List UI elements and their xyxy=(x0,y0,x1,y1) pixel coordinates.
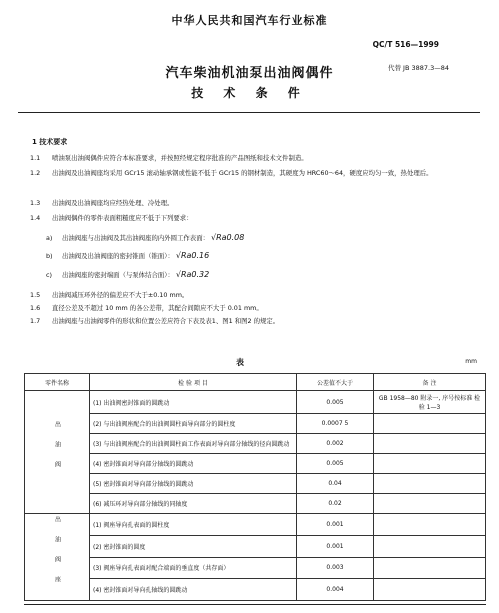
part-name-cell: 出油阀 xyxy=(25,391,90,514)
requirement-text: 喷油泵出油阀偶件应符合本标准要求，并按照经规定程序批准的产品图纸和技术文件制造。 xyxy=(52,154,308,162)
document-title: 汽车柴油机油泵出油阀偶件 xyxy=(165,66,334,81)
table-title: 表 xyxy=(236,358,252,367)
tolerance-cell: 0.001 xyxy=(297,514,374,536)
roughness-symbol: √Ra0.16 xyxy=(175,251,210,260)
document-subtitle: 技 术 条 件 xyxy=(191,86,308,100)
tolerance-cell: 0.004 xyxy=(297,579,374,601)
remarks-cell xyxy=(374,434,486,454)
requirement-item xyxy=(30,303,470,312)
remarks-cell xyxy=(374,535,486,557)
remarks-cell xyxy=(374,579,486,601)
remarks-cell xyxy=(374,454,486,474)
table-row xyxy=(25,414,486,434)
table-row xyxy=(25,474,486,494)
table-row xyxy=(25,391,486,414)
col-tolerance: 公差值不大于 xyxy=(297,374,374,391)
table-body xyxy=(25,391,486,601)
section-heading: 1 技术要求 xyxy=(32,138,68,146)
requirement-item xyxy=(30,198,470,207)
tolerance-cell: 0.003 xyxy=(297,557,374,579)
item-cell: (3) 与出油阀座配合的出油阀圆柱面工作表面对导向部分轴线的径向圆跳动 xyxy=(90,434,297,454)
standard-header: 中华人民共和国汽车行业标准 xyxy=(171,14,328,27)
requirement-item xyxy=(30,153,470,162)
requirement-item xyxy=(30,316,470,325)
requirement-text: 出油阀及出油阀座均采用 GCr15 滚动轴承钢或性能不低于 GCr15 的钢材制造，其硬度为 HRC60～64，硬度应均匀一致，热处理后。 xyxy=(52,169,433,177)
requirement-number: 1.1 xyxy=(30,154,41,162)
tolerance-cell: 0.005 xyxy=(297,454,374,474)
requirement-item xyxy=(30,168,470,177)
col-part-name: 零件名称 xyxy=(25,374,90,391)
requirement-number: 1.2 xyxy=(30,169,41,177)
col-item: 检 验 项 目 xyxy=(90,374,297,391)
remarks-cell xyxy=(374,514,486,536)
requirement-text: 出油阀及出油阀座的密封锥面（锥面）： xyxy=(62,252,174,260)
requirement-text: 直径公差及不超过 10 mm 的各公差带，其配合间隙应不大于 0.01 mm。 xyxy=(52,304,263,312)
part-name-cell: 出油阀座 xyxy=(25,514,90,601)
replaces-note: 代替 JB 3887.3—84 xyxy=(387,64,449,72)
requirement-text: 出油阀偶件的零件表面粗糙度应不低于下列要求： xyxy=(52,214,193,222)
requirement-item xyxy=(30,290,470,299)
requirement-item xyxy=(46,233,470,242)
requirement-text: 出油阀座的密封端面（与泵体结合面）： xyxy=(62,271,174,279)
remarks-cell xyxy=(374,557,486,579)
table-header-row xyxy=(25,374,486,391)
requirement-number: 1.7 xyxy=(30,317,41,325)
requirement-number: 1.5 xyxy=(30,291,41,299)
tolerance-cell: 0.04 xyxy=(297,474,374,494)
remarks-cell xyxy=(374,474,486,494)
requirement-text: 出油阀及出油阀座均应经热处理、冷处理。 xyxy=(52,199,174,207)
requirement-item xyxy=(46,270,470,279)
col-remarks: 备 注 xyxy=(374,374,486,391)
requirement-number: 1.6 xyxy=(30,304,41,312)
tolerance-cell: 0.02 xyxy=(297,494,374,514)
table-row xyxy=(25,494,486,514)
requirement-number: b) xyxy=(46,252,53,260)
tolerance-table xyxy=(24,373,486,601)
item-cell: (2) 密封锥面的圆度 xyxy=(90,535,297,557)
requirement-text: 出油阀座与出油阀零件的形状和位置公差应符合下表及表1、图1 和图2 的规定。 xyxy=(52,317,280,325)
title-rule xyxy=(18,112,480,113)
table-row xyxy=(25,579,486,601)
item-cell: (1) 出油阀密封锥面的圆跳动 xyxy=(90,391,297,414)
table-row xyxy=(25,514,486,536)
footer-rule xyxy=(24,604,486,605)
requirement-number: 1.3 xyxy=(30,199,41,207)
requirement-number: 1.4 xyxy=(30,214,41,222)
table-row xyxy=(25,454,486,474)
roughness-symbol: √Ra0.08 xyxy=(210,233,245,242)
tolerance-cell: 0.001 xyxy=(297,535,374,557)
tolerance-cell: 0.0007 5 xyxy=(297,414,374,434)
requirement-item xyxy=(46,251,470,260)
roughness-symbol: √Ra0.32 xyxy=(175,270,210,279)
table-row xyxy=(25,434,486,454)
item-cell: (4) 密封锥面对导向部分轴线的圆跳动 xyxy=(90,454,297,474)
requirement-text: 出油阀座与出油阀及其出油阀座的内外圆工作表面： xyxy=(62,234,209,242)
item-cell: (4) 密封锥面对导向孔轴线的圆跳动 xyxy=(90,579,297,601)
requirement-number: c) xyxy=(46,271,53,279)
item-cell: (2) 与出油阀座配合的出油阀圆柱面导向部分的圆柱度 xyxy=(90,414,297,434)
item-cell: (6) 减压环对导向部分轴线的同轴度 xyxy=(90,494,297,514)
table-row xyxy=(25,557,486,579)
remarks-cell: GB 1958—80 附录一, 序号按标准 检验 1—3 xyxy=(374,391,486,414)
table-unit: mm xyxy=(465,358,477,365)
tolerance-cell: 0.002 xyxy=(297,434,374,454)
standard-number: QC/T 516—1999 xyxy=(372,40,439,49)
remarks-cell xyxy=(374,414,486,434)
table-row xyxy=(25,535,486,557)
item-cell: (1) 阀座导向孔表面的圆柱度 xyxy=(90,514,297,536)
tolerance-cell: 0.005 xyxy=(297,391,374,414)
requirement-number: a) xyxy=(46,234,53,242)
requirement-item xyxy=(30,213,470,222)
requirement-text: 出油阀减压环外径的偏差应不大于±0.10 mm。 xyxy=(52,291,189,299)
item-cell: (3) 阀座导向孔表面对配合端面的垂直度（共存面） xyxy=(90,557,297,579)
remarks-cell xyxy=(374,494,486,514)
item-cell: (5) 密封锥面对导向部分轴线的圆跳动 xyxy=(90,474,297,494)
